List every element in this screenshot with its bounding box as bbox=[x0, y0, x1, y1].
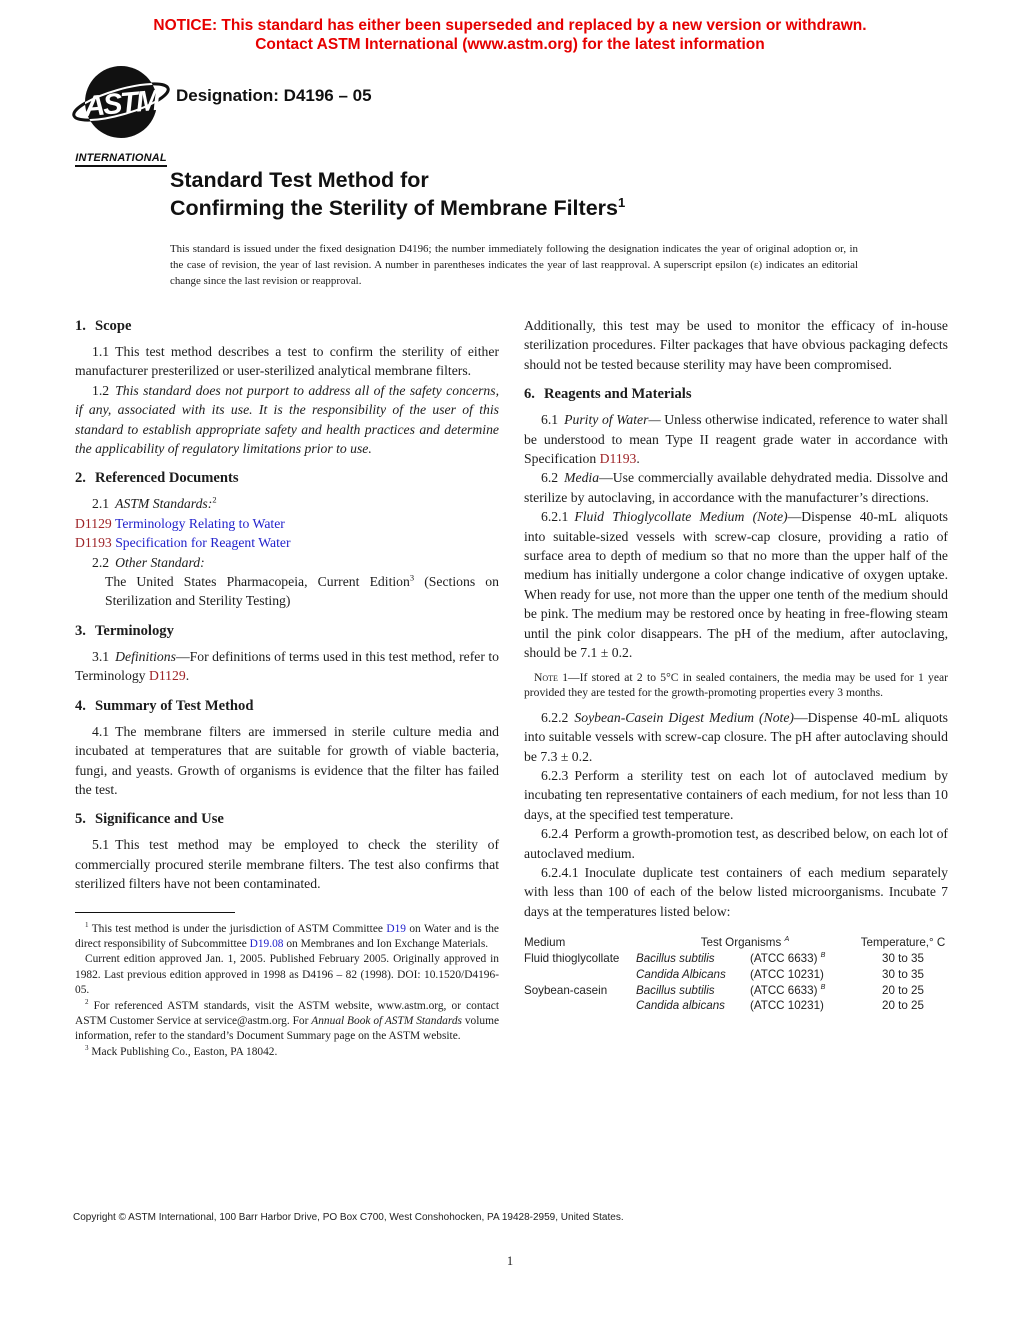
footnote-ref-2: 2 bbox=[212, 494, 217, 505]
page-number: 1 bbox=[506, 1254, 514, 1268]
table-footnote-a: A bbox=[784, 934, 790, 944]
para-4-1: 4.1 The membrane filters are immersed in sterile culture media and incubated at temperatures that are suitable for growth of viable bacteria, fungi, and yeasts. Growth of organisms is evidence that the filter has failed the test. bbox=[75, 723, 499, 797]
table-row-medium bbox=[524, 967, 634, 983]
para-6-2-3: 6.2.3 Perform a sterility test on each lot of autoclaved medium by incubating ten representative containers of each medium, for not less than 10 days, at the specified test temperature. bbox=[524, 767, 948, 822]
footnote-1-edition: Current edition approved Jan. 1, 2005. Published February 2005. Originally approved in 1982. Last previous edition approved in 1998 as D4196 – 82 (1998). DOI: 10.1520/D4196-05. bbox=[75, 953, 499, 997]
para-1-1: 1.1 This test method describes a test to confirm the sterility of either manufacturer presterilized or user-sterilized analytical membrane filters. bbox=[75, 344, 499, 379]
usp-reference: The United States Pharmacopeia, Current Edition$^3$ (Sections on Sterilization and Sterility Testing) bbox=[105, 572, 499, 609]
table-row-organism: Candida albicans bbox=[636, 999, 725, 1013]
astm-logo-text: ASTM bbox=[82, 84, 160, 124]
title-line1: Standard Test Method for bbox=[170, 168, 429, 192]
reference-d1129 bbox=[75, 514, 499, 533]
footnote-ref-3: 3 bbox=[409, 572, 415, 583]
table-row-organism: Bacillus subtilis bbox=[636, 951, 715, 965]
note-1: Note 1—If stored at 2 to 5°C in sealed containers, the media may be used for 1 year provided they are tested for the growth-promoting properties every 3 months. bbox=[524, 670, 949, 700]
para-6-2-2: 6.2.2 Soybean-Casein Digest Medium (Note)—Dispense 40-mL aliquots into suitable vessels with screw-cap closure. The pH after autoclaving should be 7.3 ± 0.2. bbox=[524, 709, 948, 764]
table-row-medium: Fluid thioglycollate bbox=[524, 951, 620, 965]
table-row-temp: 30 to 35 bbox=[882, 967, 924, 981]
table-row-medium bbox=[524, 998, 634, 1014]
section-4-heading: 4. Summary of Test Method bbox=[75, 697, 254, 714]
d1129-link[interactable]: D1129 bbox=[148, 668, 186, 684]
section-5-heading: 5. Significance and Use bbox=[75, 811, 224, 828]
table-row-organism: Bacillus subtilis bbox=[636, 983, 715, 997]
section-2-heading: 2. Referenced Documents bbox=[75, 470, 239, 487]
designation: Designation: D4196 – 05 bbox=[176, 86, 372, 105]
footnote-separator bbox=[75, 912, 235, 913]
footnote-3: $^3$ Mack Publishing Co., Easton, PA 18042. bbox=[85, 1043, 278, 1058]
table-row-atcc: (ATCC 6633) $^B$ bbox=[750, 981, 826, 997]
table-row-temp: 30 to 35 bbox=[882, 951, 924, 965]
table-row-organism: Candida Albicans bbox=[636, 967, 726, 981]
para-3-1: 3.1 Definitions—For definitions of terms used in this test method, refer to Terminology D1129. bbox=[75, 648, 499, 684]
d19-08-link[interactable]: D19.08 bbox=[249, 937, 284, 950]
table-row-temp: 20 to 25 bbox=[882, 999, 924, 1013]
supersession-notice bbox=[0, 17, 1020, 54]
growth-promotion-table bbox=[524, 935, 948, 1014]
d1193-link[interactable]: D1193 bbox=[599, 451, 637, 467]
ref-code-link[interactable]: D1129 bbox=[75, 515, 112, 531]
section-3-heading: 3. Terminology bbox=[75, 622, 174, 639]
ref-title-link[interactable]: Specification for Reagent Water bbox=[115, 535, 291, 551]
issuance-note: This standard is issued under the fixed designation D4196; the number immediately following the designation indicates the year of original adoption or, in the case of revision, the year of last revision. A number in parentheses indicates the year of last reapproval. A superscript epsilon (ε) indicates an editorial change since the last revision or reapproval. bbox=[170, 243, 858, 287]
table-row-medium: Soybean-casein bbox=[524, 983, 608, 997]
astm-logo bbox=[70, 64, 172, 167]
footnote-1: $^1$ This test method is under the jurisdiction of ASTM Committee D19 on Water and is the direct responsibility of Subcommittee D19.08 on Membranes and Ion Exchange Materials. bbox=[75, 920, 499, 950]
title-footnote-ref: 1 bbox=[617, 194, 626, 210]
right-column bbox=[524, 316, 948, 1014]
para-6-2: 6.2 Media—Use commercially available dehydrated media. Dissolve and sterilize by autoclaving, in accordance with the manufacturer’s directions. bbox=[524, 470, 948, 505]
footnote-2: $^2$ For referenced ASTM standards, visit the ASTM website, www.astm.org, or contact ASTM Customer Service at service@astm.org. For Annual Book of ASTM Standards volume information, refer to the standard’s Document Summary page on the ASTM website. bbox=[75, 997, 500, 1043]
title-line2: Confirming the Sterility of Membrane Filters$^1$ bbox=[170, 194, 626, 220]
para-2-2: 2.2 Other Standard: bbox=[92, 554, 205, 570]
para-1-2: 1.2 This standard does not purport to address all of the safety concerns, if any, associated with its use. It is the responsibility of the user of this standard to establish appropriate safety and health practices and determine the applicability of regulatory limitations prior to use. bbox=[75, 382, 499, 457]
left-column bbox=[75, 316, 499, 1060]
table-header-organisms: Test Organisms $^A$ bbox=[700, 934, 790, 950]
reference-d1193 bbox=[75, 533, 499, 552]
para-2-1: 2.1 ASTM Standards:$^2$ bbox=[92, 494, 217, 512]
astm-logo-international: INTERNATIONAL bbox=[75, 152, 167, 167]
para-6-2-4: 6.2.4 Perform a growth-promotion test, as described below, on each lot of autoclaved medium. bbox=[524, 826, 948, 861]
table-header-medium: Medium bbox=[524, 936, 566, 950]
para-6-2-1: 6.2.1 Fluid Thioglycollate Medium (Note)—Dispense 40-mL aliquots into suitable-sized vessels with screw-cap closure, providing a ratio of surface area to depth of medium so that no more than the upper half of the medium has initially undergone a color change indicative of oxygen uptake. When ready for use, not more than the upper one tenth of the medium should be pink. The medium may be restored once by heating in free-flowing steam until the pink color disappears. The pH of the medium, after autoclaving, should be 7.1 ± 0.2. bbox=[524, 509, 949, 661]
table-row-temp: 20 to 25 bbox=[882, 983, 924, 997]
supersession-notice-line1: NOTICE: This standard has either been superseded and replaced by a new version or withdrawn. bbox=[153, 17, 867, 34]
ref-code-link[interactable]: D1193 bbox=[75, 535, 112, 551]
section-1-heading: 1. Scope bbox=[75, 318, 132, 334]
d19-link[interactable]: D19 bbox=[386, 922, 406, 935]
table-header-temperature: Temperature,° C bbox=[860, 936, 946, 950]
table-row-atcc: (ATCC 10231) bbox=[750, 967, 824, 981]
para-5-1: 5.1 This test method may be employed to check the sterility of commercially procured sterile membrane filters. The test also confirms that sterilized filters have not been contaminated. bbox=[75, 837, 499, 892]
para-6-2-4-1: 6.2.4.1 Inoculate duplicate test containers of each medium separately with less than 100 of each of the below listed microorganisms. Incubate 7 days at the temperatures listed below: bbox=[524, 864, 948, 919]
supersession-notice-line2: Contact ASTM International (www.astm.org) for the latest information bbox=[255, 35, 765, 53]
astm-globe-icon bbox=[71, 64, 171, 148]
table-row-atcc: (ATCC 6633) $^B$ bbox=[750, 950, 826, 965]
ref-title-link[interactable]: Terminology Relating to Water bbox=[114, 515, 285, 531]
para-5-1-continued: Additionally, this test may be used to monitor the efficacy of in-house sterilization procedures. Filter packages that have obvious packaging defects should not be tested because sterility may have been compromised. bbox=[524, 318, 948, 372]
section-6-heading: 6. Reagents and Materials bbox=[524, 386, 692, 403]
page-title bbox=[170, 166, 790, 222]
para-6-1: 6.1 Purity of Water— Unless otherwise indicated, reference to water shall be understood to mean Type II reagent grade water in accordance with Specification D1193. bbox=[524, 412, 948, 467]
copyright-line: Copyright © ASTM International, 100 Barr Harbor Drive, PO Box C700, West Conshohocken, PA 19428-2959, United States. bbox=[73, 1212, 624, 1223]
table-row-atcc: (ATCC 10231) bbox=[750, 999, 824, 1013]
